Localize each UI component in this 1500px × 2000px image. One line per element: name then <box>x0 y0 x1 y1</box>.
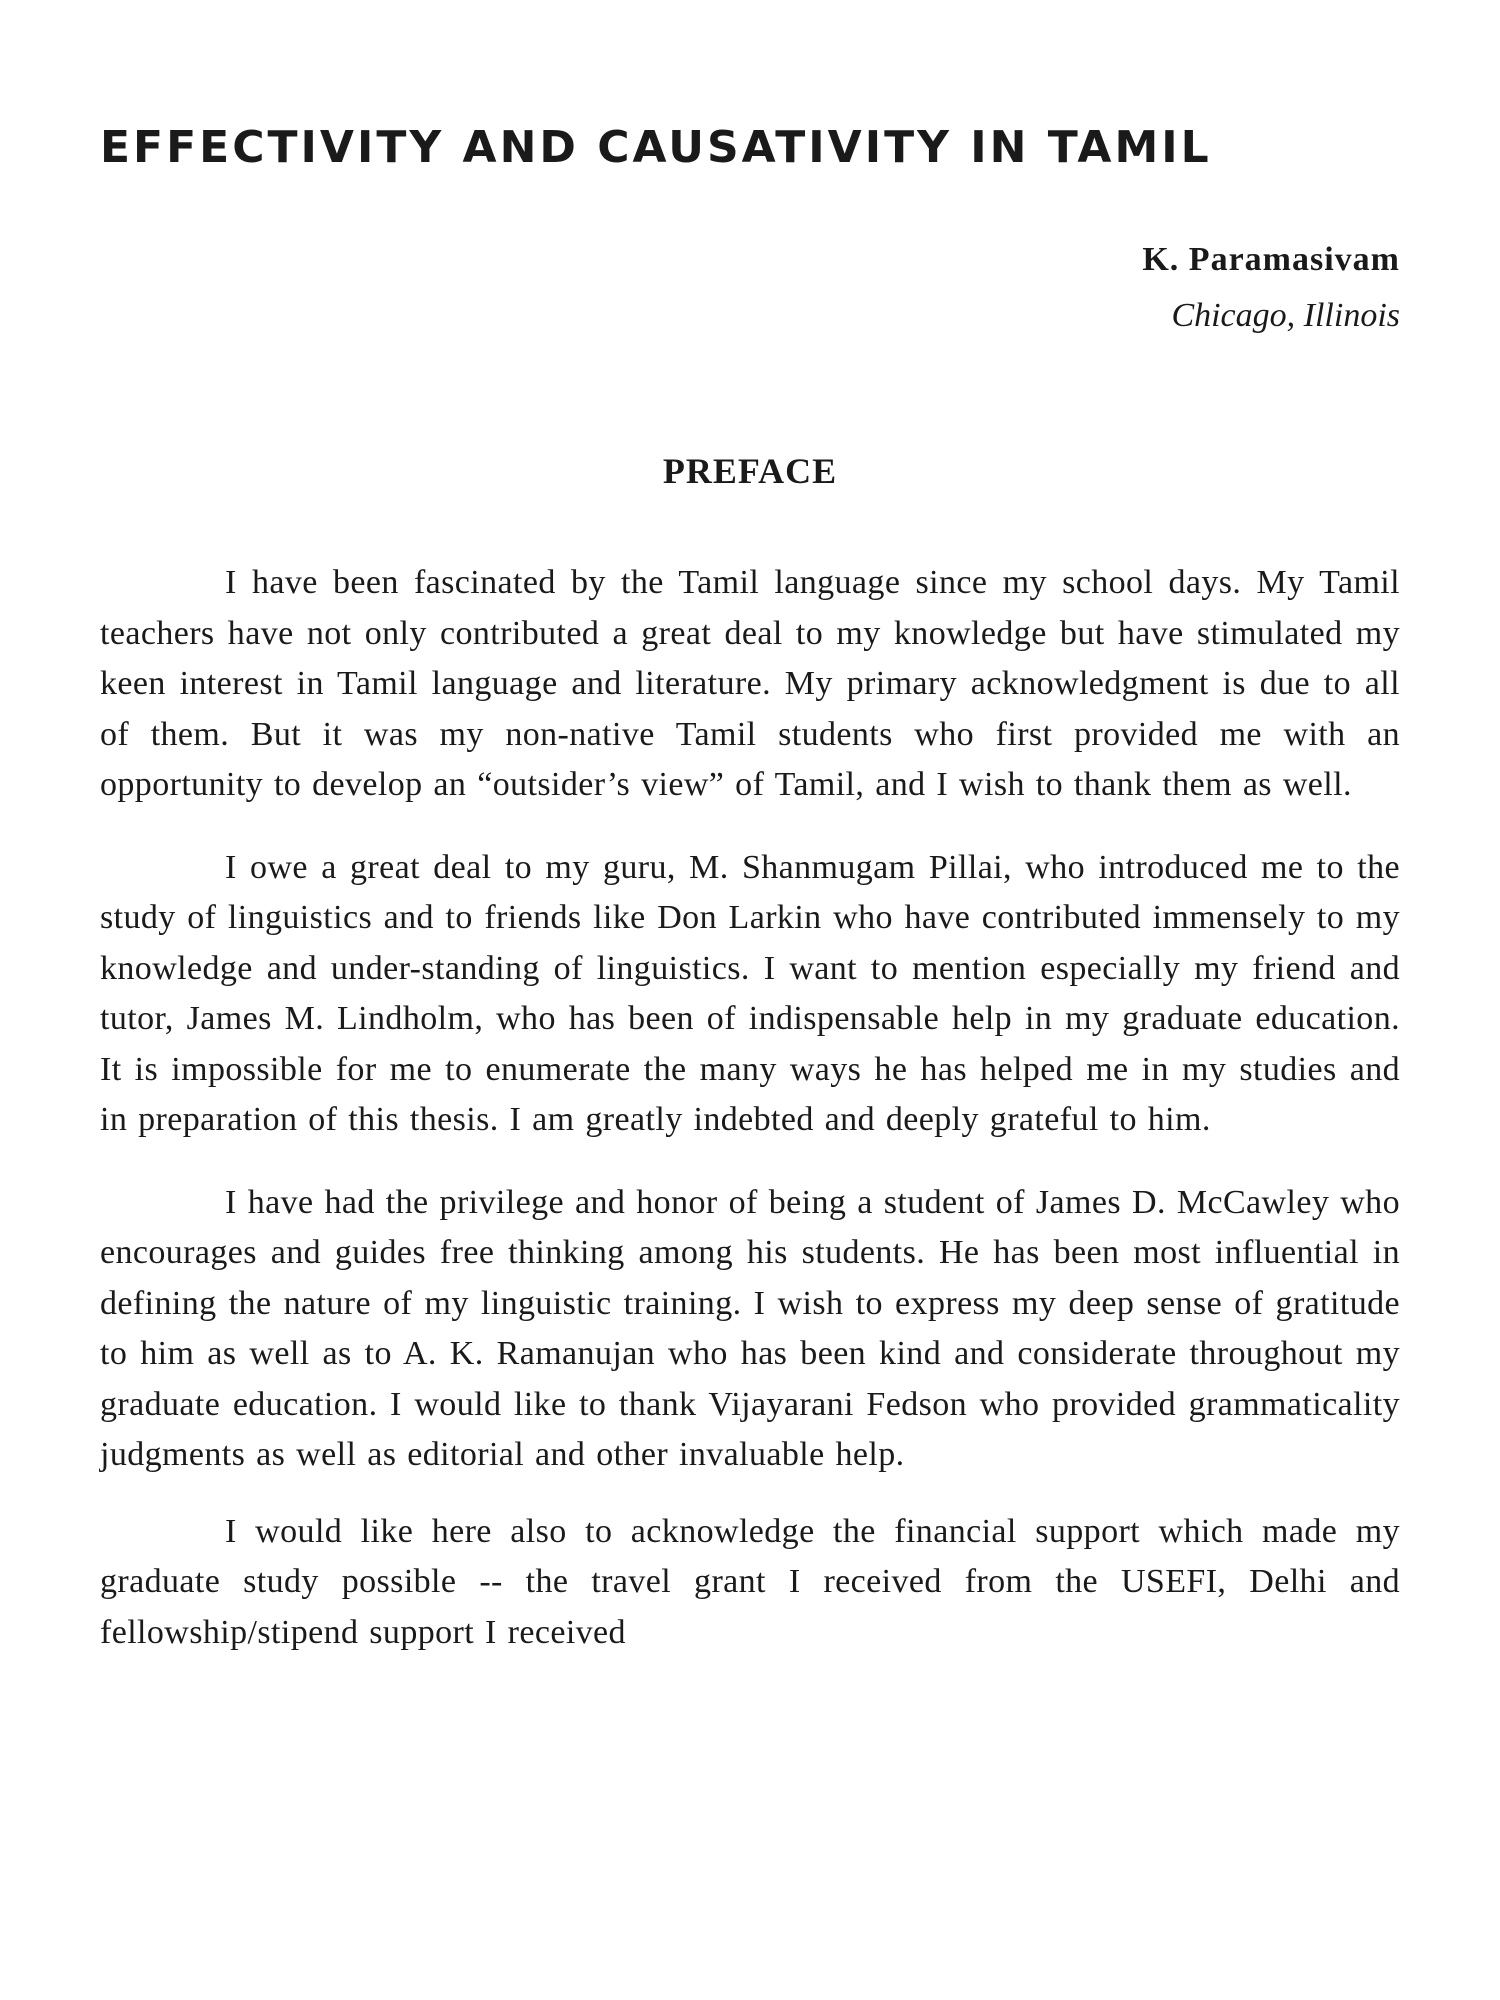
preface-body <box>100 558 1400 1690</box>
document-page <box>100 0 1400 2000</box>
section-heading-preface: PREFACE <box>662 451 838 491</box>
author-block <box>1142 232 1400 344</box>
paragraph: I would like here also to acknowledge the financial support which made my graduate study possible -- the travel grant I received from the USEFI, Delhi and fellowship/stipend support I received <box>100 1512 1400 1651</box>
paragraph: I owe a great deal to my guru, M. Shanmugam Pillai, who introduced me to the study of linguistics and to friends like Don Larkin who have contributed immensely to my knowledge and under-standing of linguistics. I want to mention especially my friend and tutor, James M. Lindholm, who has been of indispensable help in my graduate education. It is impossible for me to enumerate the many ways he has helped me in my studies and in preparation of this thesis. I am greatly indebted and deeply grateful to him. <box>100 848 1400 1138</box>
document-title: EFFECTIVITY AND CAUSATIVITY IN TAMIL <box>100 122 1212 173</box>
paragraph: I have had the privilege and honor of being a student of James D. McCawley who encourages and guides free thinking among his students. He has been most influential in defining the nature of my linguistic training. I wish to express my deep sense of gratitude to him as well as to A. K. Ramanujan who has been kind and considerate throughout my graduate education. I would like to thank Vijayarani Fedson who provided grammaticality judgments as well as editorial and other invaluable help. <box>100 1183 1400 1473</box>
paragraph: I have been fascinated by the Tamil language since my school days. My Tamil teachers have not only contributed a great deal to my knowledge but have stimulated my keen interest in Tamil language and literature. My primary acknowledgment is due to all of them. But it was my non-native Tamil students who first provided me with an opportunity to develop an “outsider’s view” of Tamil, and I wish to thank them as well. <box>100 564 1400 803</box>
author-location: Chicago, Illinois <box>1171 297 1400 334</box>
author-name: K. Paramasivam <box>1142 241 1400 278</box>
